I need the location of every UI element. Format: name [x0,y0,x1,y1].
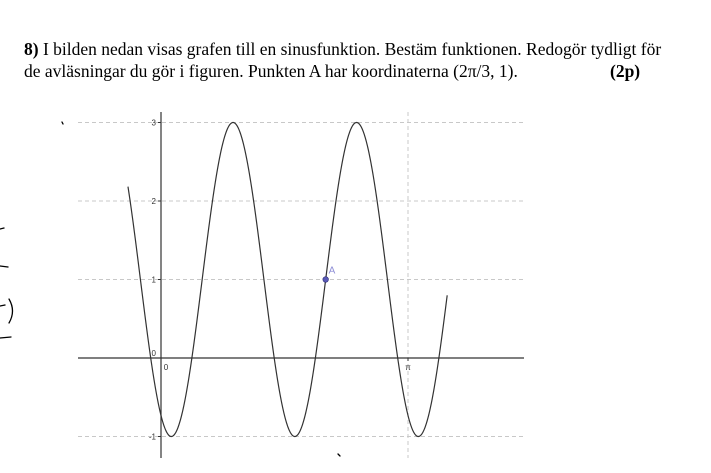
y-tick-label: 3 [151,118,156,128]
handwritten-mark [9,299,13,323]
y-tick-label: 0 [151,349,156,358]
handwritten-mark [0,266,8,267]
handwritten-marks [0,122,340,456]
question-line-2: de avläsningar du gör i figuren. Punkten A har koordinaterna (2π/3, 1). [24,61,518,81]
point-a [323,277,329,283]
question-points: (2p) [610,61,641,81]
handwritten-mark [62,122,63,124]
axes [78,112,524,458]
handwritten-mark [0,305,5,306]
point-a-label: A [328,265,336,277]
sine-curve [128,123,447,437]
x-tick-label: π [405,363,411,372]
question-line-1: I bilden nedan visas grafen till en sinusfunktion. Bestäm funktionen. Redogör tydligt för [42,39,662,59]
grid [78,112,524,458]
y-tick-label: -1 [148,432,156,442]
y-tick-label: 2 [151,197,156,206]
question-number: 8) [24,39,39,59]
handwritten-mark [338,454,340,456]
handwritten-mark [0,228,4,229]
x-tick-label: 0 [163,363,169,372]
handwritten-mark [0,337,11,338]
y-tick-label: 1 [151,275,156,285]
